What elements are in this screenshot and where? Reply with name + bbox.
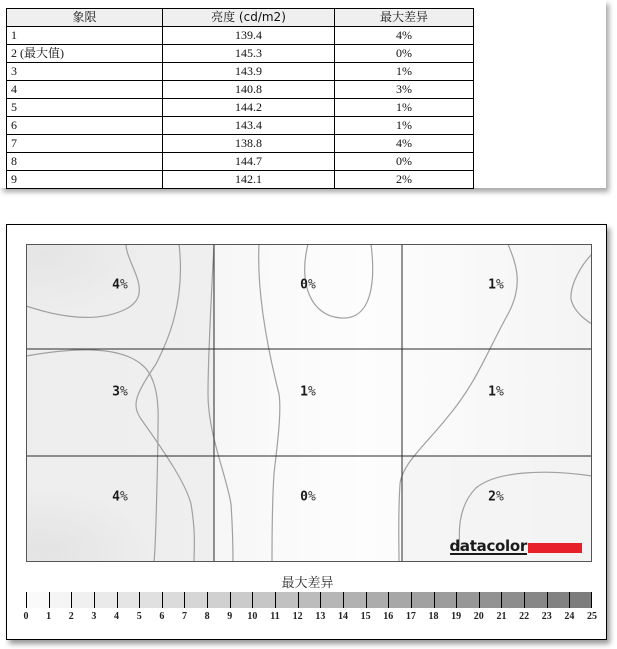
scale-segment (26, 592, 49, 608)
scale-tick-label: 1 (46, 611, 52, 622)
scale-tick-label: 16 (383, 611, 394, 622)
scale-tick-label: 25 (587, 611, 597, 622)
scale-segment (366, 592, 389, 608)
scale-tick (320, 592, 321, 608)
scale-tick (252, 592, 253, 608)
cell-quadrant: 7 (7, 135, 163, 153)
scale-tick (411, 592, 412, 608)
scale-tick (501, 592, 502, 608)
scale-tick-label: 11 (270, 611, 280, 622)
scale-tick-label: 20 (473, 611, 484, 622)
cell-luminance: 140.8 (163, 81, 335, 99)
cell-luminance: 139.4 (163, 27, 335, 45)
scale-segment (94, 592, 117, 608)
scale-tick-label: 10 (247, 611, 258, 622)
scale-tick-label: 17 (405, 611, 416, 622)
cell-max-diff: 1% (335, 63, 474, 81)
scale-tick-label: 19 (451, 611, 462, 622)
luminance-uniformity-table (6, 8, 474, 189)
scale-segment (162, 592, 185, 608)
quadrant-1-value: 4% (112, 277, 128, 293)
quadrant-7-value: 4% (112, 489, 128, 505)
quadrant-4-value: 3% (112, 384, 128, 400)
cell-max-diff: 1% (335, 117, 474, 135)
scale-tick-label: 3 (91, 611, 97, 622)
cell-quadrant: 6 (7, 117, 163, 135)
table-row (7, 45, 474, 63)
quadrant-6-value: 1% (488, 384, 504, 400)
scale-tick-label: 9 (227, 611, 233, 622)
scale-tick (591, 592, 592, 608)
scale-tick (366, 592, 367, 608)
scale-segment (184, 592, 207, 608)
table-row (7, 153, 474, 171)
scale-tick-label: 0 (23, 611, 29, 622)
cell-quadrant: 8 (7, 153, 163, 171)
cell-max-diff: 0% (335, 153, 474, 171)
table-header-row (7, 9, 474, 27)
quadrant-2-value: 0% (300, 277, 316, 293)
table-row (7, 99, 474, 117)
scale-tick (275, 592, 276, 608)
scale-tick (569, 592, 570, 608)
scale-tick (343, 592, 344, 608)
header-luminance: 亮度 (cd/m2) (163, 9, 335, 27)
scale-segment (434, 592, 457, 608)
scale-tick (230, 592, 231, 608)
scale-tick (388, 592, 389, 608)
scale-segment (275, 592, 298, 608)
cell-max-diff: 4% (335, 135, 474, 153)
scale-tick (49, 592, 50, 608)
scale-tick (71, 592, 72, 608)
scale-segment (117, 592, 140, 608)
scale-tick (524, 592, 525, 608)
scale-segment (343, 592, 366, 608)
table-row (7, 117, 474, 135)
scale-tick (139, 592, 140, 608)
quadrant-9-value: 2% (488, 489, 504, 505)
cell-quadrant: 5 (7, 99, 163, 117)
scale-tick (298, 592, 299, 608)
scale-segment (547, 592, 570, 608)
cell-quadrant: 9 (7, 171, 163, 189)
scale-title: 最大差异 (281, 576, 334, 591)
header-quadrant: 象限 (7, 9, 163, 27)
scale-tick (162, 592, 163, 608)
cell-luminance: 144.2 (163, 99, 335, 117)
cell-max-diff: 0% (335, 45, 474, 63)
scale-segment (298, 592, 321, 608)
scale-segment (139, 592, 162, 608)
cell-luminance: 142.1 (163, 171, 335, 189)
scale-segment (207, 592, 230, 608)
scale-segment (569, 592, 592, 608)
scale-tick-label: 18 (428, 611, 439, 622)
scale-segment (49, 592, 72, 608)
scale-segment (411, 592, 434, 608)
scale-segment (71, 592, 94, 608)
scale-tick-label: 22 (519, 611, 530, 622)
scale-tick-label: 4 (114, 611, 120, 622)
table-row (7, 135, 474, 153)
scale-tick-label: 15 (360, 611, 371, 622)
cell-max-diff: 2% (335, 171, 474, 189)
uniformity-map-panel (6, 224, 607, 640)
scale-tick-label: 23 (541, 611, 552, 622)
scale-tick-label: 5 (136, 611, 142, 622)
datacolor-logo (450, 539, 583, 555)
cell-max-diff: 4% (335, 27, 474, 45)
scale-tick (456, 592, 457, 608)
scale-tick-label: 21 (496, 611, 507, 622)
table-row (7, 171, 474, 189)
table-row (7, 63, 474, 81)
uniformity-contour-map (26, 244, 592, 562)
cell-quadrant: 2 (最大值) (7, 45, 163, 63)
scale-tick-label: 7 (181, 611, 187, 622)
cell-luminance: 143.9 (163, 63, 335, 81)
scale-segment (524, 592, 547, 608)
cell-luminance: 144.7 (163, 153, 335, 171)
scale-tick (547, 592, 548, 608)
cell-luminance: 138.8 (163, 135, 335, 153)
scale-segment (252, 592, 275, 608)
cell-max-diff: 3% (335, 81, 474, 99)
scale-tick (94, 592, 95, 608)
header-max-diff: 最大差异 (335, 9, 474, 27)
cell-quadrant: 1 (7, 27, 163, 45)
logo-wordmark: datacolor (449, 537, 527, 555)
table-row (7, 27, 474, 45)
cell-max-diff: 1% (335, 99, 474, 117)
scale-segment (320, 592, 343, 608)
scale-tick-label: 12 (292, 611, 303, 622)
scale-tick (117, 592, 118, 608)
scale-segment (456, 592, 479, 608)
table-row (7, 81, 474, 99)
cell-quadrant: 3 (7, 63, 163, 81)
scale-segment (479, 592, 502, 608)
scale-tick-label: 13 (315, 611, 326, 622)
scale-segment (388, 592, 411, 608)
color-scale-bar (26, 592, 592, 608)
scale-tick-label: 14 (337, 611, 348, 622)
scale-segment (501, 592, 524, 608)
cell-quadrant: 4 (7, 81, 163, 99)
scale-tick-label: 2 (68, 611, 74, 622)
quadrant-3-value: 1% (488, 277, 504, 293)
scale-tick-label: 8 (204, 611, 210, 622)
scale-tick-label: 24 (564, 611, 575, 622)
scale-segment (230, 592, 253, 608)
scale-tick (184, 592, 185, 608)
cell-luminance: 145.3 (163, 45, 335, 63)
scale-tick (434, 592, 435, 608)
quadrant-5-value: 1% (300, 384, 316, 400)
uniformity-table-card (0, 0, 606, 188)
scale-tick (479, 592, 480, 608)
cell-luminance: 143.4 (163, 117, 335, 135)
quadrant-8-value: 0% (300, 489, 316, 505)
scale-tick (207, 592, 208, 608)
scale-tick (26, 592, 27, 608)
logo-red-bar (528, 543, 582, 553)
scale-tick-label: 6 (159, 611, 165, 622)
